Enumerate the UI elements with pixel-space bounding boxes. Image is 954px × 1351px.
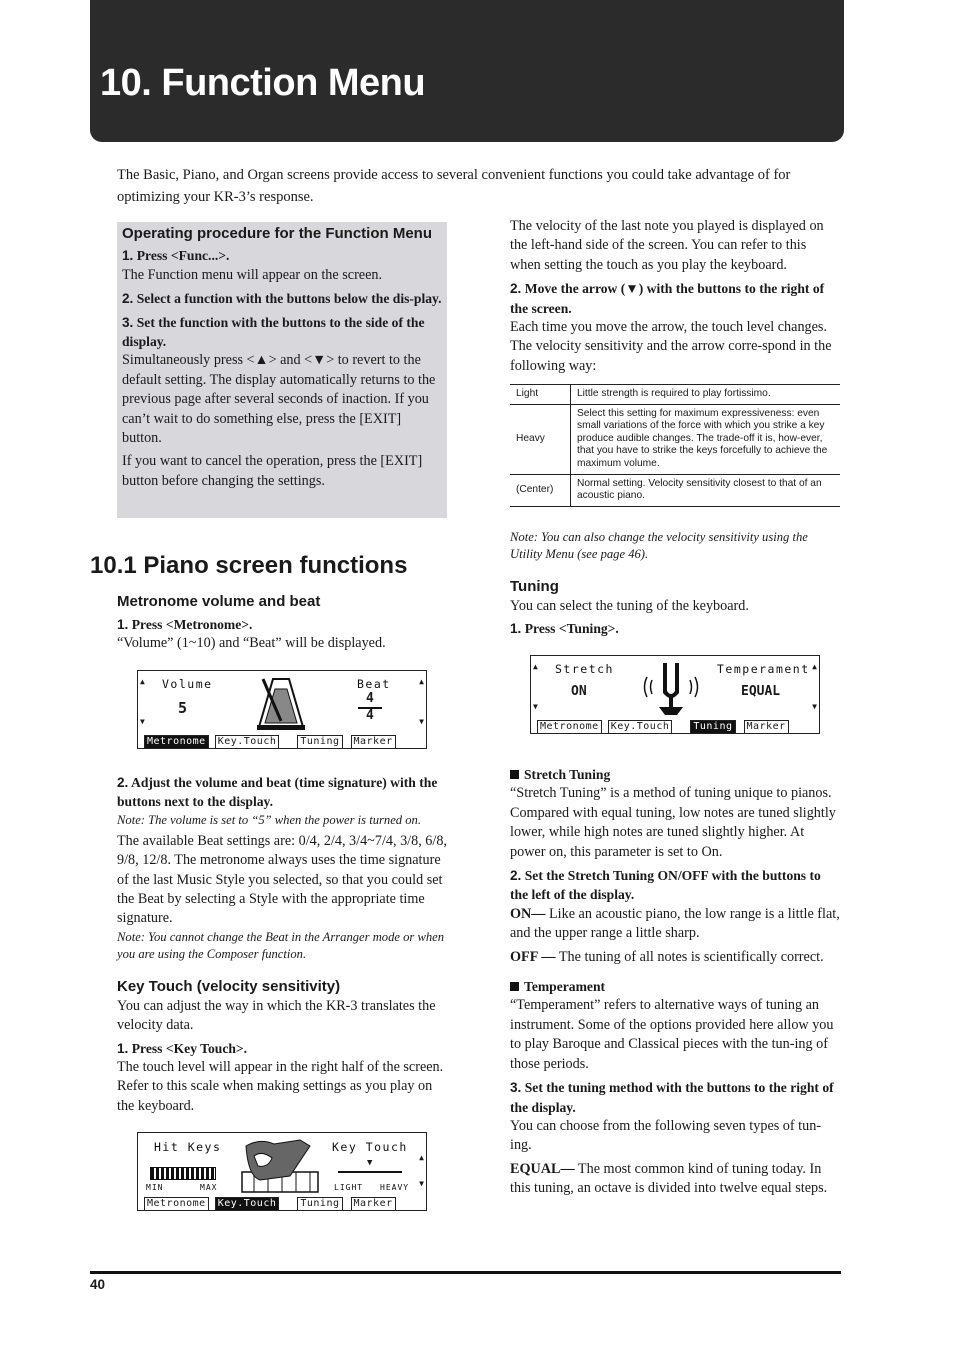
arrow-up-icon: ▲ [812,662,817,671]
temperament-text: “Temperament” refers to alternative ways of tuning an instrument. Some of the options provided here allow you to play Baroque and Classical pieces with the tun-ing of those periods. [510,997,834,1072]
lcd-tabs [144,1197,396,1210]
equal-text: EQUAL— The most common kind of tuning today. In this tuning, an octave is divided into twelve equal steps. [510,1160,828,1197]
section-title: 10.1 Piano screen functions [90,552,408,579]
min-label: MIN [146,1183,164,1192]
table-cell-desc: Little strength is required to play fortissimo. [571,385,841,405]
tuning-fork-icon [639,659,703,717]
keytouch-intro: You can adjust the way in which the KR-3 translates the velocity data. [117,997,436,1034]
tuning-intro: You can select the tuning of the keyboard. [510,598,749,614]
tab-tuning[interactable]: Tuning [297,735,342,748]
velocity-section [510,217,840,376]
stretch-heading: Stretch Tuning [510,765,840,784]
metronome-note-2: Note: You cannot change the Beat in the Arranger mode or when you are using the Composer function. [117,929,445,961]
beat-bottom-value: 4 [366,708,374,723]
metronome-icon [253,675,309,731]
keytouch-step-1: 1. Press <Key Touch>. [117,1040,248,1056]
velocity-text: The velocity of the last note you played is displayed on the left-hand side of the screen. You can refer to this when setting the touch as you play the keyboard. [510,218,824,273]
keytouch-step-1-text: The touch level will appear in the right half of the screen. Refer to this scale when making settings as you play on the keyboard. [117,1059,444,1114]
lcd-metronome-screen [137,670,427,749]
table-cell-key: Heavy [510,404,571,474]
metronome-step-2: 2. Adjust the volume and beat (time signature) with the buttons next to the display. [117,775,438,810]
tab-marker[interactable]: Marker [351,1197,396,1210]
keys-hand-icon [240,1136,320,1194]
touch-scale [338,1171,402,1173]
tab-key-touch[interactable]: Key.Touch [215,1197,280,1210]
table-row [510,474,840,506]
volume-value: 5 [178,699,188,717]
tab-metronome[interactable]: Metronome [144,735,209,748]
chapter-header [90,0,844,142]
keytouch-step-2-text: Each time you move the arrow, the touch level changes. The velocity sensitivity and the arrow corre-spond in the following way: [510,319,832,374]
procedure-cancel-text: If you want to cancel the operation, press the [EXIT] button before changing the settings. [122,453,423,489]
arrow-down-icon: ▼ [419,1179,424,1188]
intro-paragraph: The Basic, Piano, and Organ screens provide access to several convenient functions you could take advantage of for optimizing your KR-3’s response. [117,167,791,205]
keytouch-step-2: 2. Move the arrow (▼) with the buttons to the right of the screen. [510,281,825,316]
metronome-step-1: 1. Press <Metronome>. [117,617,253,632]
velocity-meter [150,1167,216,1180]
velocity-table-wrap [510,384,840,507]
metronome-body: The available Beat settings are: 0/4, 2/4, 3/4~7/4, 3/8, 6/8, 9/8, 12/8. The metronome always uses the time signature of the last Music Style you selected, so that you could set the Beat by selecting a Style with the appropriate time signature. [117,832,447,927]
metronome-section [117,592,449,654]
temperament-heading: Temperament [510,977,840,996]
arrow-up-icon: ▲ [419,1153,424,1162]
procedure-step-3-text: Simultaneously press <▲> and <▼> to revert to the default setting. The display automatically returns to the previous page after several seconds of inaction. If you can’t wait to do something else, press the [EXIT] button. [122,352,436,447]
stretch-label: Stretch [555,662,614,676]
tab-metronome[interactable]: Metronome [537,720,602,733]
arrow-down-icon: ▼ [812,702,817,711]
metronome-section-2 [117,773,449,1116]
metronome-note-1: Note: The volume is set to “5” when the power is turned on. [117,812,421,827]
beat-label: Beat [357,677,391,691]
lcd-keytouch-screen [137,1132,427,1211]
tab-marker[interactable]: Marker [744,720,789,733]
procedure-box [117,222,447,518]
max-label: MAX [200,1183,218,1192]
table-row [510,404,840,474]
hit-keys-label: Hit Keys [154,1140,222,1154]
stretch-text: “Stretch Tuning” is a method of tuning unique to pianos. Compared with equal tuning, low notes are tuned slightly lower, while high notes are tuned slightly higher. At power on, this parameter is set to On. [510,785,836,860]
table-cell-desc: Select this setting for maximum expressiveness: even small variations of the force with which you strike a key produce audible changes. The trade-off it is, how-ever, that you have to strike the keys forcefully to achieve the maximum volume. [571,404,841,474]
square-bullet-icon [510,770,519,779]
tab-tuning[interactable]: Tuning [690,720,735,733]
stretch-section [510,765,840,1199]
tuning-step-3-text: You can choose from the following seven types of tun-ing. [510,1117,822,1154]
arrow-down-icon: ▼ [140,717,145,726]
tuning-step-2: 2. Set the Stretch Tuning ON/OFF with the buttons to the left of the display. [510,868,821,903]
lcd-tuning-screen [530,655,820,734]
footer-rule [90,1271,841,1274]
lcd-tabs [144,735,396,748]
tab-tuning[interactable]: Tuning [297,1197,342,1210]
tab-key-touch[interactable]: Key.Touch [608,720,673,733]
touch-arrow-icon: ▼ [367,1158,373,1168]
lcd-tabs [537,720,789,733]
tuning-step-1: 1. Press <Tuning>. [510,621,619,637]
arrow-down-icon: ▼ [533,702,538,711]
stretch-off-text: OFF — The tuning of all notes is scientifically correct. [510,948,824,965]
table-cell-desc: Normal setting. Velocity sensitivity closest to that of an acoustic piano. [571,474,841,506]
key-touch-label: Key Touch [332,1140,408,1154]
square-bullet-icon [510,982,519,991]
table-cell-key: Light [510,385,571,405]
tuning-heading: Tuning [510,578,559,595]
tab-metronome[interactable]: Metronome [144,1197,209,1210]
temperament-label: Temperament [717,662,810,676]
velocity-note: Note: You can also change the velocity sensitivity using the Utility Menu (see page 46). [510,530,808,561]
arrow-up-icon: ▲ [419,677,424,686]
heavy-label: HEAVY [380,1183,410,1192]
page-number: 40 [90,1277,106,1292]
beat-top-value: 4 [366,691,374,706]
stretch-value: ON [571,684,587,699]
light-label: LIGHT [334,1183,364,1192]
procedure-step-3: 3. Set the function with the buttons to the side of the display. [122,314,425,350]
arrow-up-icon: ▲ [140,677,145,686]
velocity-table [510,384,840,507]
metronome-step-1-text: “Volume” (1~10) and “Beat” will be displayed. [117,635,386,652]
tab-key-touch[interactable]: Key.Touch [215,735,280,748]
stretch-on-text: ON— Like an acoustic piano, the low range is a little flat, and the upper range a little sharp. [510,905,840,942]
table-cell-key: (Center) [510,474,571,506]
procedure-step-1: 1. Press <Func...>. [122,248,230,264]
tab-marker[interactable]: Marker [351,735,396,748]
procedure-step-1-text: The Function menu will appear on the screen. [122,266,383,283]
procedure-title: Operating procedure for the Function Menu [122,225,433,242]
metronome-heading: Metronome volume and beat [117,593,321,610]
chapter-title: 10. Function Menu [100,62,426,104]
volume-label: Volume [162,677,213,691]
procedure-step-2: 2. Select a function with the buttons below the dis-play. [122,291,442,307]
tuning-section [510,529,840,639]
arrow-down-icon: ▼ [419,717,424,726]
keytouch-heading: Key Touch (velocity sensitivity) [117,977,341,995]
tuning-step-3: 3. Set the tuning method with the buttons to the right of the display. [510,1080,834,1115]
temperament-value: EQUAL [741,684,781,699]
table-row [510,385,840,405]
arrow-up-icon: ▲ [533,662,538,671]
